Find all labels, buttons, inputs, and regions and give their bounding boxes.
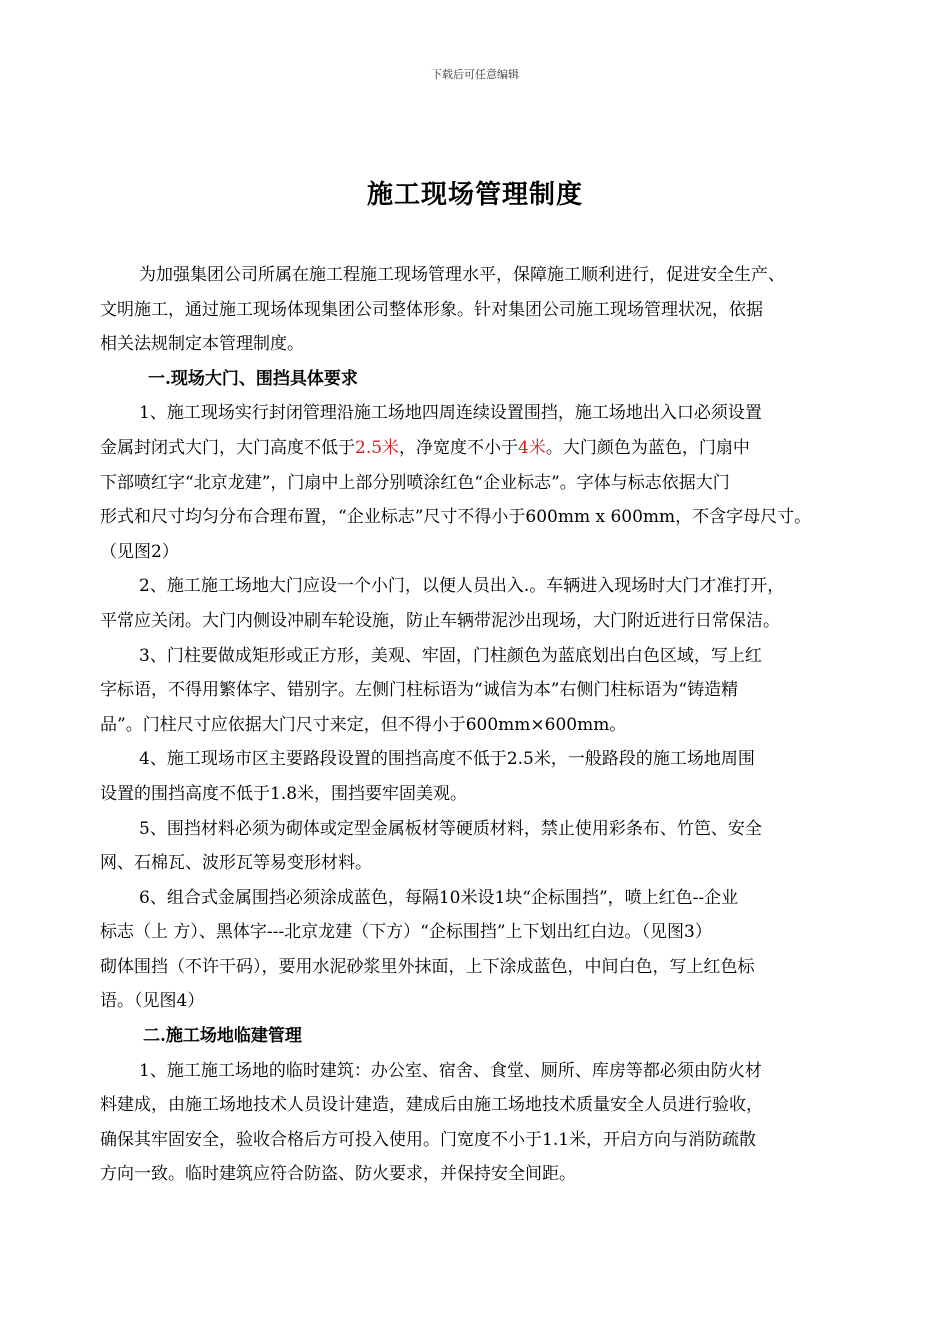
paragraph-line: 形式和尺寸均匀分布合理布置，“企业标志”尺寸不得小于600mm x 600mm，不含字母尺寸。 [100, 507, 812, 528]
paragraph-line [100, 431, 860, 466]
intro-line: 为加强集团公司所属在施工程施工现场管理水平，保障施工顺利进行，促进安全生产、 [139, 265, 785, 285]
document-title: 施工现场管理制度 [366, 180, 583, 210]
paragraph-line: 1、施工施工场地的临时建筑：办公室、宿舍、食堂、厕所、库房等都必须由防火材 [139, 1060, 762, 1081]
paragraph-line: 5、围挡材料必须为砌体或定型金属板材等硬质材料，禁止使用彩条布、竹笆、安全 [139, 818, 762, 839]
paragraph-line: 平常应关闭。大门内侧设冲刷车轮设施，防止车辆带泥沙出现场，大门附近进行日常保洁。 [100, 610, 780, 631]
section-heading-2: 二.施工场地临建管理 [143, 1026, 302, 1047]
paragraph-line: 网、石棉瓦、波形瓦等易变形材料。 [100, 853, 372, 874]
gate-width-value: 4米 [518, 437, 546, 458]
paragraph-line: 字标语，不得用繁体字、错别字。左侧门柱标语为“诚信为本”右侧门柱标语为“铸造精 [100, 680, 739, 701]
paragraph-line: 3、门柱要做成矩形或正方形，美观、牢固，门柱颜色为蓝底划出白色区域，写上红 [139, 645, 762, 666]
paragraph-line: 确保其牢固安全，验收合格后方可投入使用。门宽度不小于1.1米，开启方向与消防疏散 [100, 1129, 757, 1150]
paragraph-line: 料建成，由施工场地技术人员设计建造，建成后由施工场地技术质量安全人员进行验收， [100, 1095, 763, 1116]
text-run: 金属封闭式大门，大门高度不低于 [100, 437, 355, 458]
header-note: 下载后可任意编辑 [431, 68, 519, 81]
paragraph-line: 6、组合式金属围挡必须涂成蓝色，每隔10米设1块“企标围挡”，喷上红色--企业 [139, 887, 739, 908]
text-run: 。大门颜色为蓝色，门扇中 [545, 437, 750, 458]
paragraph-line: 设置的围挡高度不低于1.8米，围挡要牢固美观。 [100, 783, 468, 804]
paragraph-line: 语。（见图4） [100, 991, 205, 1012]
paragraph-line: 1、施工现场实行封闭管理沿施工场地四周连续设置围挡，施工场地出入口必须设置 [139, 403, 762, 424]
paragraph-line: 2、施工施工场地大门应设一个小门，以便人员出入.。车辆进入现场时大门才准打开， [139, 576, 785, 597]
intro-line: 文明施工，通过施工现场体现集团公司整体形象。针对集团公司施工现场管理状况，依据 [100, 299, 763, 320]
paragraph-line: 方向一致。临时建筑应符合防盗、防火要求，并保持安全间距。 [100, 1164, 576, 1185]
paragraph-line: 4、施工现场市区主要路段设置的围挡高度不低于2.5米，一般路段的施工场地周围 [139, 749, 755, 770]
intro-line: 相关法规制定本管理制度。 [100, 334, 304, 355]
section-heading-1: 一.现场大门、围挡具体要求 [148, 368, 358, 389]
paragraph-line: 下部喷红字“北京龙建”，门扇中上部分别喷涂红色“企业标志”。字体与标志依据大门 [100, 472, 730, 493]
gate-height-value: 2.5米 [355, 437, 400, 458]
paragraph-line: 标志（上 方）、黑体字---北京龙建（下方）“企标围挡”上下划出红白边。（见图3） [100, 922, 712, 943]
paragraph-line: （见图2） [100, 541, 179, 562]
paragraph-line: 品”。门柱尺寸应依据大门尺寸来定，但不得小于600mm×600mm。 [100, 714, 627, 735]
text-run: ，净宽度不小于 [399, 437, 519, 458]
document-body [100, 258, 860, 1192]
paragraph-line: 砌体围挡（不许干码），要用水泥砂浆里外抹面，上下涂成蓝色，中间白色，写上红色标 [100, 956, 755, 977]
